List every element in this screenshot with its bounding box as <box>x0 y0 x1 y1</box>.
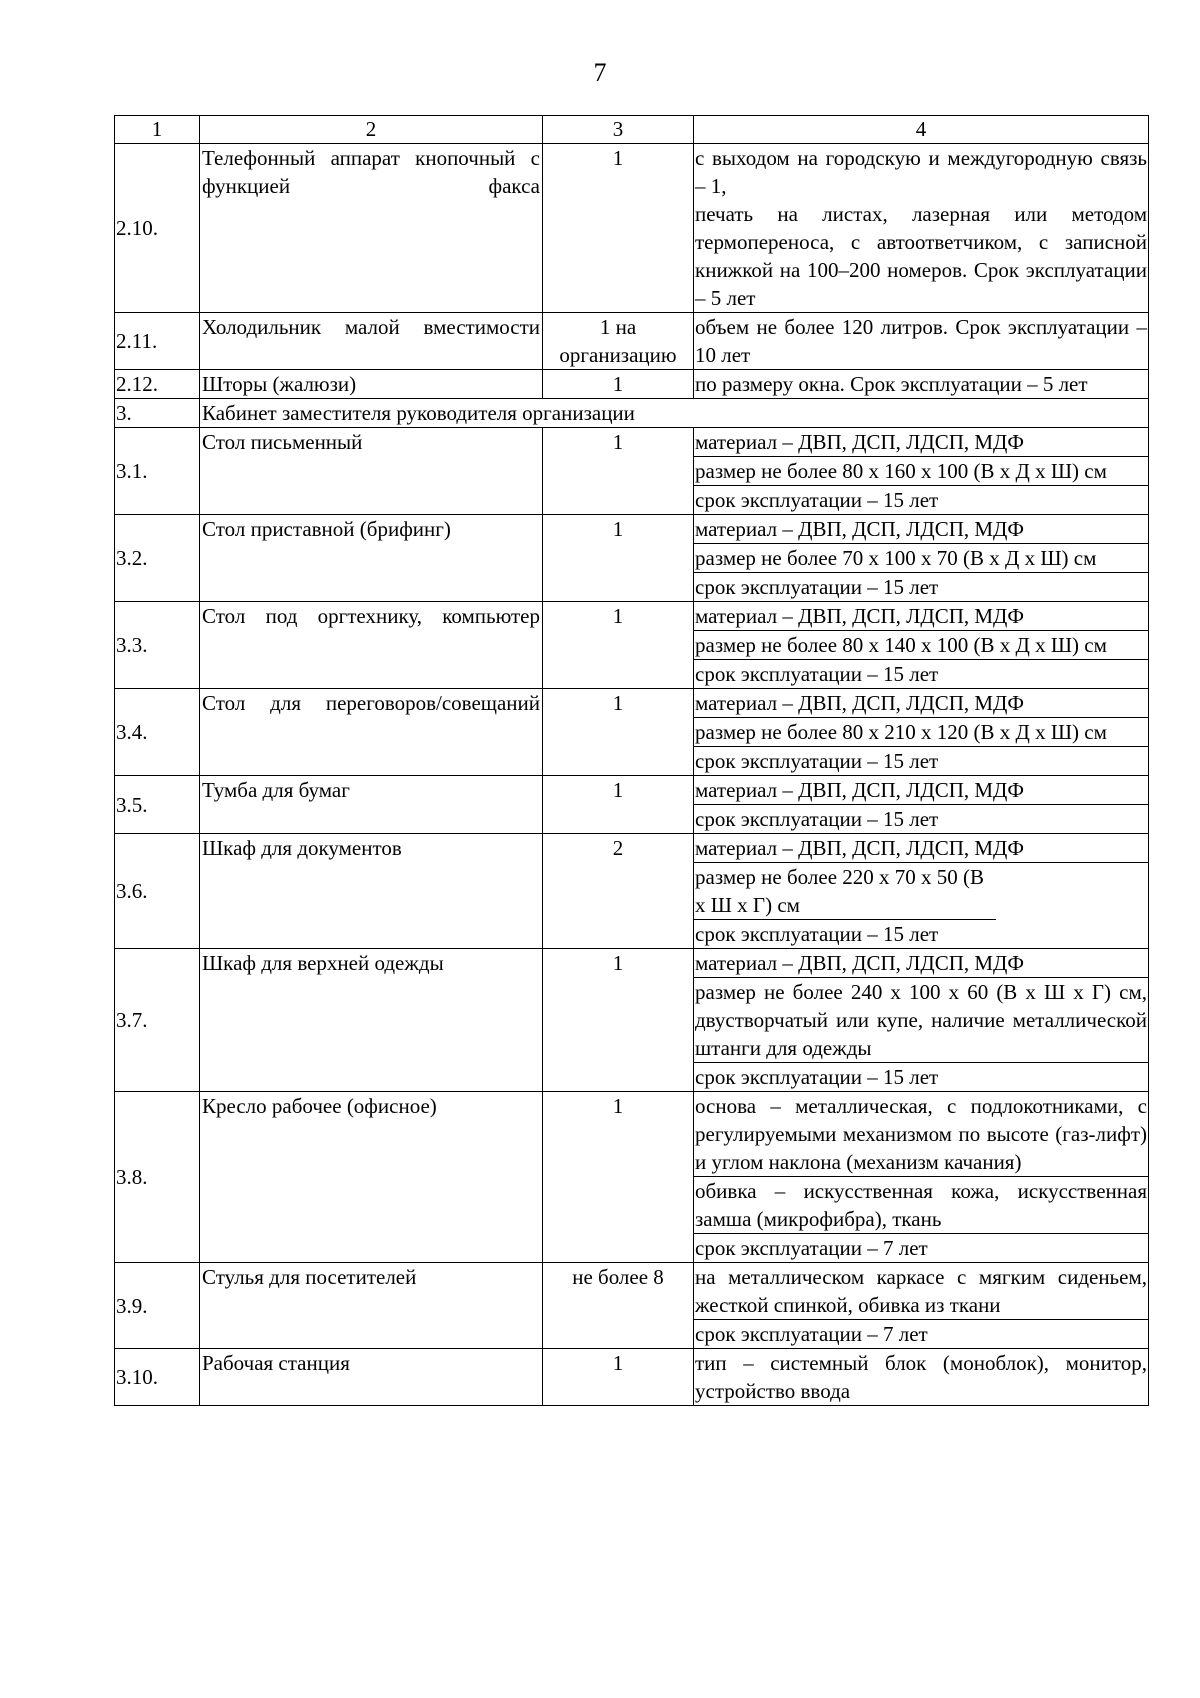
spec-line: срок эксплуатации – 15 лет <box>695 749 939 773</box>
spec-line: срок эксплуатации – 15 лет <box>695 1065 939 1089</box>
table-row <box>115 515 1149 602</box>
row-number: 3.7. <box>115 949 200 1092</box>
item-spec <box>694 602 1149 689</box>
row-number: 3.10. <box>115 1349 200 1406</box>
item-name: Стол под оргтехнику, компьютер <box>200 602 543 689</box>
item-quantity: 1 <box>543 144 694 313</box>
spec-line: размер не более 80 х 210 х 120 (В х Д х Ш) см <box>694 718 1148 747</box>
item-name: Телефонный аппарат кнопочный с функцией факса <box>200 144 543 313</box>
spec-line: срок эксплуатации – 15 лет <box>695 662 939 686</box>
item-spec <box>694 949 1149 1092</box>
item-name: Кресло рабочее (офисное) <box>200 1092 543 1263</box>
table-row <box>115 689 1149 776</box>
item-name: Стол письменный <box>200 428 543 515</box>
spec-line: срок эксплуатации – 15 лет <box>695 807 939 831</box>
spec-line: объем не более 120 литров. Срок эксплуатации – 10 лет <box>695 315 1147 367</box>
spec-line: с выходом на городскую и междугородную связь – 1, <box>695 146 1147 198</box>
item-quantity: 1 <box>543 949 694 1092</box>
section-number: 3. <box>115 399 200 428</box>
spec-line: материал – ДВП, ДСП, ЛДСП, МДФ <box>694 515 1148 544</box>
table-row <box>115 144 1149 313</box>
item-name: Шкаф для документов <box>200 834 543 949</box>
header-col-3: 3 <box>543 116 694 144</box>
row-number: 3.1. <box>115 428 200 515</box>
item-spec <box>694 834 1149 949</box>
section-row <box>115 399 1149 428</box>
page-number: 7 <box>593 58 607 87</box>
spec-line: срок эксплуатации – 7 лет <box>695 1236 928 1260</box>
table-row <box>115 428 1149 515</box>
spec-line: материал – ДВП, ДСП, ЛДСП, МДФ <box>694 949 1148 978</box>
table-row <box>115 313 1149 370</box>
spec-line: срок эксплуатации – 7 лет <box>695 1322 928 1346</box>
spec-line: материал – ДВП, ДСП, ЛДСП, МДФ <box>694 834 1148 863</box>
row-number: 2.11. <box>115 313 200 370</box>
spec-line: размер не более 80 х 160 х 100 (В х Д х Ш) см <box>694 457 1148 486</box>
spec-line: печать на листах, лазерная или методом термопереноса, с автоответчиком, с записной книжкой на 100–200 номеров. Срок эксплуатации – 5 лет <box>695 202 1147 310</box>
item-quantity: 1 <box>543 1349 694 1406</box>
spec-line: материал – ДВП, ДСП, ЛДСП, МДФ <box>694 428 1148 457</box>
row-number: 3.3. <box>115 602 200 689</box>
item-spec <box>694 428 1149 515</box>
item-quantity: не более 8 <box>543 1263 694 1349</box>
item-quantity: 1 <box>543 428 694 515</box>
spec-line: по размеру окна. Срок эксплуатации – 5 лет <box>695 372 1088 396</box>
item-spec <box>694 313 1149 370</box>
row-number: 3.8. <box>115 1092 200 1263</box>
item-name: Рабочая станция <box>200 1349 543 1406</box>
table-row <box>115 776 1149 834</box>
spec-line: материал – ДВП, ДСП, ЛДСП, МДФ <box>694 602 1148 631</box>
row-number: 2.12. <box>115 370 200 399</box>
table-row <box>115 1263 1149 1349</box>
item-spec <box>694 370 1149 399</box>
spec-line: на металлическом каркасе с мягким сиденьем, жесткой спинкой, обивка из ткани <box>694 1263 1148 1320</box>
table-row <box>115 949 1149 1092</box>
table-header-row <box>115 116 1149 144</box>
spec-line: размер не более 80 х 140 х 100 (В х Д х Ш) см <box>694 631 1148 660</box>
item-spec <box>694 1263 1149 1349</box>
spec-line: размер не более 240 х 100 х 60 (В х Ш х Г) см, двустворчатый или купе, наличие металлической штанги для одежды <box>694 978 1148 1063</box>
spec-line: размер не более 70 х 100 х 70 (В х Д х Ш) см <box>694 544 1148 573</box>
table-row <box>115 370 1149 399</box>
table-row <box>115 1349 1149 1406</box>
item-quantity: 1 <box>543 1092 694 1263</box>
spec-line: обивка – искусственная кожа, искусственная замша (микрофибра), ткань <box>694 1177 1148 1234</box>
item-name: Стол приставной (брифинг) <box>200 515 543 602</box>
item-quantity: 1 <box>543 515 694 602</box>
table-row <box>115 834 1149 949</box>
table-row <box>115 602 1149 689</box>
item-spec <box>694 776 1149 834</box>
spec-line: основа – металлическая, с подлокотниками, с регулируемыми механизмом по высоте (газ-лифт) и углом наклона (механизм качания) <box>694 1092 1148 1177</box>
row-number: 3.9. <box>115 1263 200 1349</box>
row-number: 3.5. <box>115 776 200 834</box>
item-spec <box>694 1349 1149 1406</box>
spec-line: срок эксплуатации – 15 лет <box>695 488 939 512</box>
row-number: 2.10. <box>115 144 200 313</box>
header-col-2: 2 <box>200 116 543 144</box>
header-col-4: 4 <box>694 116 1149 144</box>
header-col-1: 1 <box>115 116 200 144</box>
row-number: 3.4. <box>115 689 200 776</box>
item-quantity: 1 <box>543 776 694 834</box>
spec-line: материал – ДВП, ДСП, ЛДСП, МДФ <box>694 776 1148 805</box>
item-spec <box>694 515 1149 602</box>
item-quantity: 1 <box>543 370 694 399</box>
spec-line: тип – системный блок (моноблок), монитор, устройство ввода <box>695 1351 1147 1403</box>
item-name: Шторы (жалюзи) <box>200 370 543 399</box>
item-spec <box>694 689 1149 776</box>
spec-line: срок эксплуатации – 15 лет <box>695 922 939 946</box>
section-title: Кабинет заместителя руководителя организации <box>200 399 1149 428</box>
row-number: 3.6. <box>115 834 200 949</box>
item-name: Холодильник малой вместимости <box>200 313 543 370</box>
item-quantity: 2 <box>543 834 694 949</box>
item-name: Тумба для бумаг <box>200 776 543 834</box>
spec-line: размер не более 220 х 70 х 50 (В х Ш х Г) см <box>694 863 996 920</box>
spec-line: материал – ДВП, ДСП, ЛДСП, МДФ <box>694 689 1148 718</box>
item-name: Стол для переговоров/совещаний <box>200 689 543 776</box>
item-quantity: 1 <box>543 602 694 689</box>
specification-table <box>114 115 1149 1406</box>
item-spec <box>694 1092 1149 1263</box>
item-spec <box>694 144 1149 313</box>
item-quantity: 1 на организацию <box>543 313 694 370</box>
item-name: Шкаф для верхней одежды <box>200 949 543 1092</box>
table-row <box>115 1092 1149 1263</box>
spec-line: срок эксплуатации – 15 лет <box>695 575 939 599</box>
item-name: Стулья для посетителей <box>200 1263 543 1349</box>
item-quantity: 1 <box>543 689 694 776</box>
row-number: 3.2. <box>115 515 200 602</box>
